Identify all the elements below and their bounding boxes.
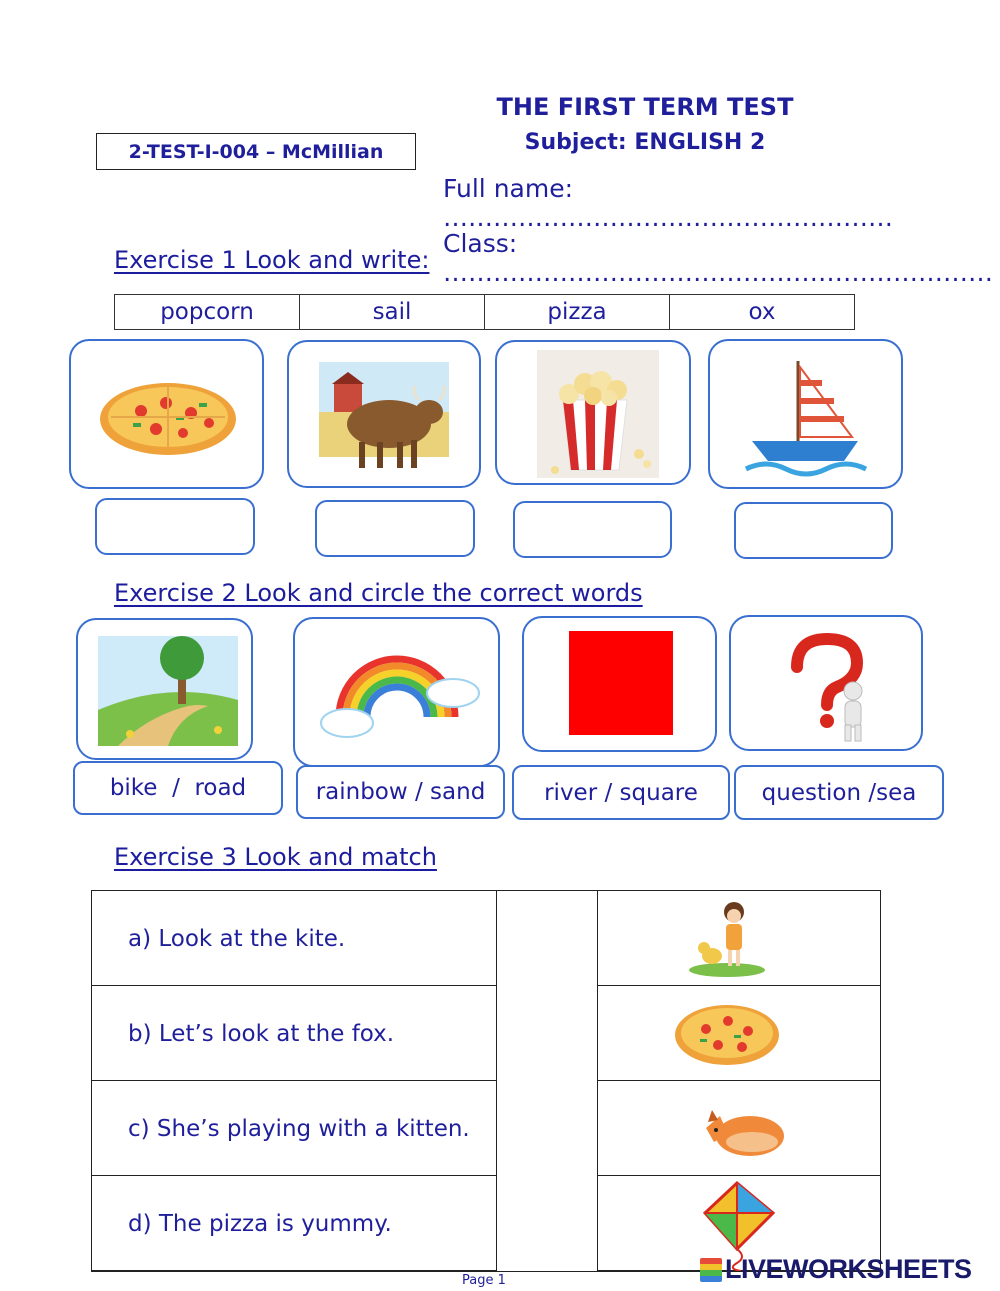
ex1-card-pizza bbox=[69, 339, 264, 489]
class-field[interactable]: Class: ………………………………………………………… bbox=[443, 229, 993, 287]
test-code-box bbox=[96, 133, 416, 170]
word-bank-item: popcorn bbox=[115, 295, 300, 329]
popcorn-picture bbox=[497, 342, 691, 485]
exercise-2-heading: Exercise 2 Look and circle the correct words bbox=[114, 579, 643, 607]
full-name-field[interactable]: Full name: ……………………………………………… bbox=[443, 174, 893, 232]
exercise-1-heading: Exercise 1 Look and write: bbox=[114, 246, 430, 274]
ex1-answer-box-3[interactable] bbox=[513, 501, 672, 558]
ex2-choice-label: question /sea bbox=[761, 779, 917, 806]
subject-label: Subject: ENGLISH 2 bbox=[524, 130, 766, 155]
ex1-answer-box-1[interactable] bbox=[95, 498, 255, 555]
pizza-picture bbox=[71, 341, 264, 489]
match-sentence[interactable]: c) She’s playing with a kitten. bbox=[128, 1115, 470, 1142]
word-bank bbox=[114, 294, 855, 330]
ex2-choice-label: bike / road bbox=[109, 775, 247, 801]
ex1-card-sailboat bbox=[708, 339, 903, 489]
ex2-choice-2[interactable] bbox=[296, 765, 505, 819]
road-picture bbox=[78, 620, 253, 760]
brand-icon bbox=[700, 1258, 722, 1282]
ex2-choice-3[interactable] bbox=[512, 765, 730, 820]
word-bank-item: pizza bbox=[485, 295, 670, 329]
exercise-3-heading: Exercise 3 Look and match bbox=[114, 843, 437, 871]
ex1-card-ox bbox=[287, 340, 481, 488]
test-code: 2-TEST-I-004 – McMillian bbox=[128, 140, 384, 163]
pizza-picture[interactable] bbox=[672, 991, 782, 1076]
match-sentence[interactable]: b) Let’s look at the fox. bbox=[128, 1020, 395, 1047]
ex2-choice-label: rainbow / sand bbox=[315, 779, 486, 805]
ex1-answer-box-4[interactable] bbox=[734, 502, 893, 559]
match-sentence[interactable]: d) The pizza is yummy. bbox=[128, 1210, 392, 1237]
word-bank-item: ox bbox=[748, 299, 776, 325]
ex2-choice-4[interactable] bbox=[734, 765, 944, 820]
liveworksheets-logo bbox=[700, 1254, 972, 1285]
square-picture bbox=[524, 618, 717, 752]
sailboat-picture bbox=[710, 341, 903, 489]
girl-kitten-picture[interactable] bbox=[682, 896, 772, 981]
ex2-choice-1[interactable] bbox=[73, 761, 283, 815]
match-table bbox=[91, 890, 881, 1272]
ox-picture bbox=[289, 342, 481, 488]
ex2-card-square bbox=[522, 616, 717, 752]
fox-picture[interactable] bbox=[692, 1096, 792, 1166]
ex2-card-rainbow bbox=[293, 617, 500, 767]
match-line-area[interactable] bbox=[496, 891, 598, 1271]
test-title: THE FIRST TERM TEST bbox=[496, 93, 794, 121]
ex2-card-question bbox=[729, 615, 923, 751]
ex1-card-popcorn bbox=[495, 340, 691, 485]
brand-text: LIVEWORKSHEETS bbox=[725, 1254, 972, 1284]
ex2-choice-label: river / square bbox=[544, 779, 698, 806]
rainbow-picture bbox=[295, 619, 500, 767]
ex2-card-road bbox=[76, 618, 253, 760]
ex1-answer-box-2[interactable] bbox=[315, 500, 475, 557]
question-mark-picture bbox=[731, 617, 923, 751]
match-sentence[interactable]: a) Look at the kite. bbox=[128, 925, 346, 952]
word-bank-item: sail bbox=[300, 295, 485, 329]
page-number: Page 1 bbox=[462, 1273, 506, 1288]
